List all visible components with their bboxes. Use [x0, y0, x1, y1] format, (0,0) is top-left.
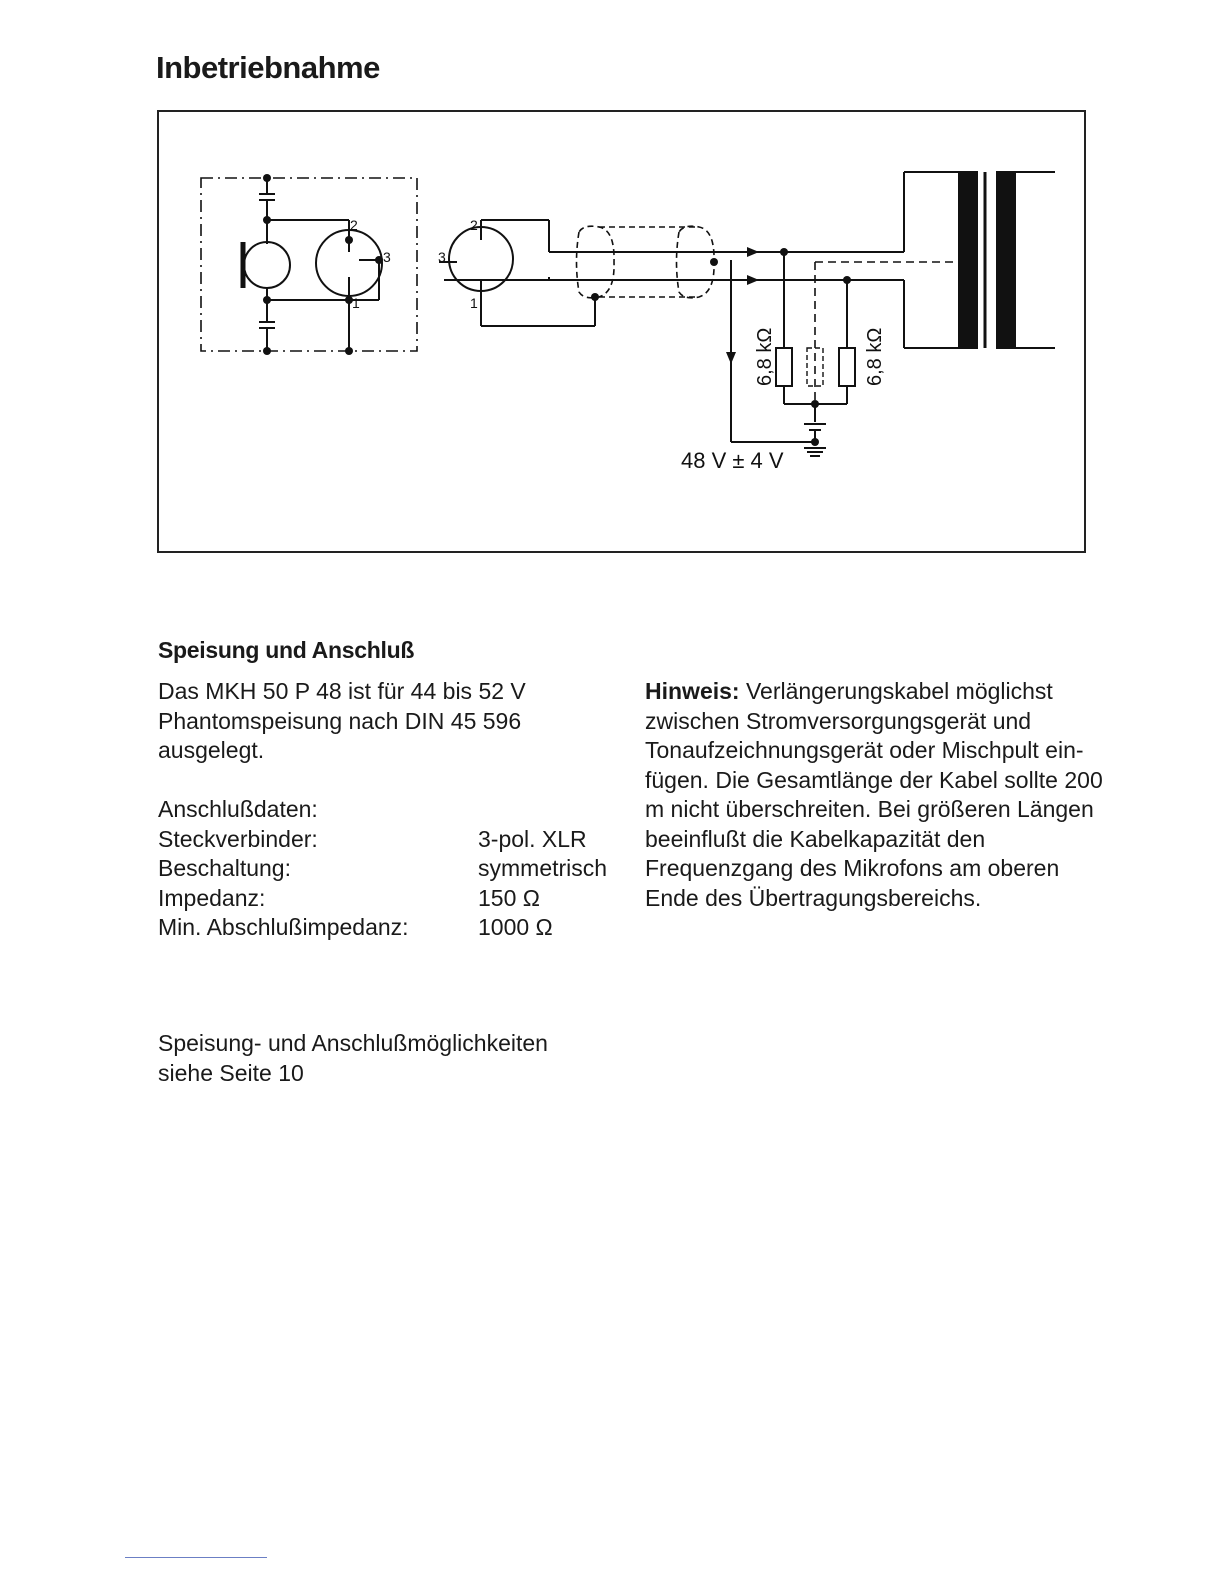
spec-row — [158, 825, 628, 855]
page-title: Inbetriebnahme — [156, 50, 380, 85]
wiring-diagram — [159, 112, 1084, 551]
section-heading: Speisung und Anschluß — [158, 637, 415, 663]
spec-label: Beschaltung: — [158, 855, 291, 881]
spec-row — [158, 884, 628, 914]
spec-row — [158, 913, 628, 943]
resistor-right — [839, 348, 855, 386]
spec-value: 150 Ω — [478, 884, 540, 911]
spec-value: symmetrisch — [478, 855, 608, 881]
supply-voltage-label: 48 V ± 4 V — [681, 448, 784, 473]
transformer-core-right — [997, 172, 1015, 348]
footer-note: Speisung- und Anschlußmöglichkeiten siehe Seite 10 — [158, 1030, 548, 1086]
connection-specs — [158, 795, 628, 943]
capsule-circle — [244, 242, 290, 288]
note-label: Hinweis: — [645, 678, 740, 704]
spec-row — [158, 854, 628, 884]
note-text: Verlängerungskabel möglichst zwischen Stromversorgungsgerät und Tonaufzeichnungsgerät oder Mischpult einfügen. Die Gesamtlänge der Kabel sollte 200 m nicht überschreiten. Bei größeren Längen beeinflußt die Kabelkapazität den Frequenzgang des Mikrofons am oberen Ende des Übertragungsbereichs. — [645, 678, 1103, 911]
resistor-label-left: 6,8 kΩ — [754, 327, 776, 386]
specs-title: Anschlußdaten: — [158, 796, 318, 822]
resistor-left — [776, 348, 792, 386]
spec-value: 3-pol. XLR — [478, 825, 587, 852]
wiring-diagram-frame — [157, 110, 1086, 553]
spec-label: Min. Abschlußimpedanz: — [158, 914, 409, 940]
pin-label: 2 — [350, 217, 358, 233]
spec-label: Steckverbinder: — [158, 825, 318, 852]
spec-label: Impedanz: — [158, 884, 266, 911]
intro-paragraph: Das MKH 50 P 48 ist für 44 bis 52 V Phantomspeisung nach DIN 45 596 ausgelegt. — [158, 678, 526, 763]
pin-label: 1 — [352, 295, 360, 311]
footer-rule — [125, 1557, 267, 1558]
note-paragraph — [645, 677, 1105, 913]
transformer-core-left — [959, 172, 977, 348]
pin-label: 1 — [470, 295, 478, 311]
resistor-label-right: 6,8 kΩ — [864, 327, 886, 386]
pin-label: 2 — [470, 217, 478, 233]
pin-label: 3 — [438, 249, 446, 265]
spec-value: 1000 Ω — [478, 914, 553, 940]
pin-label: 3 — [383, 249, 391, 265]
